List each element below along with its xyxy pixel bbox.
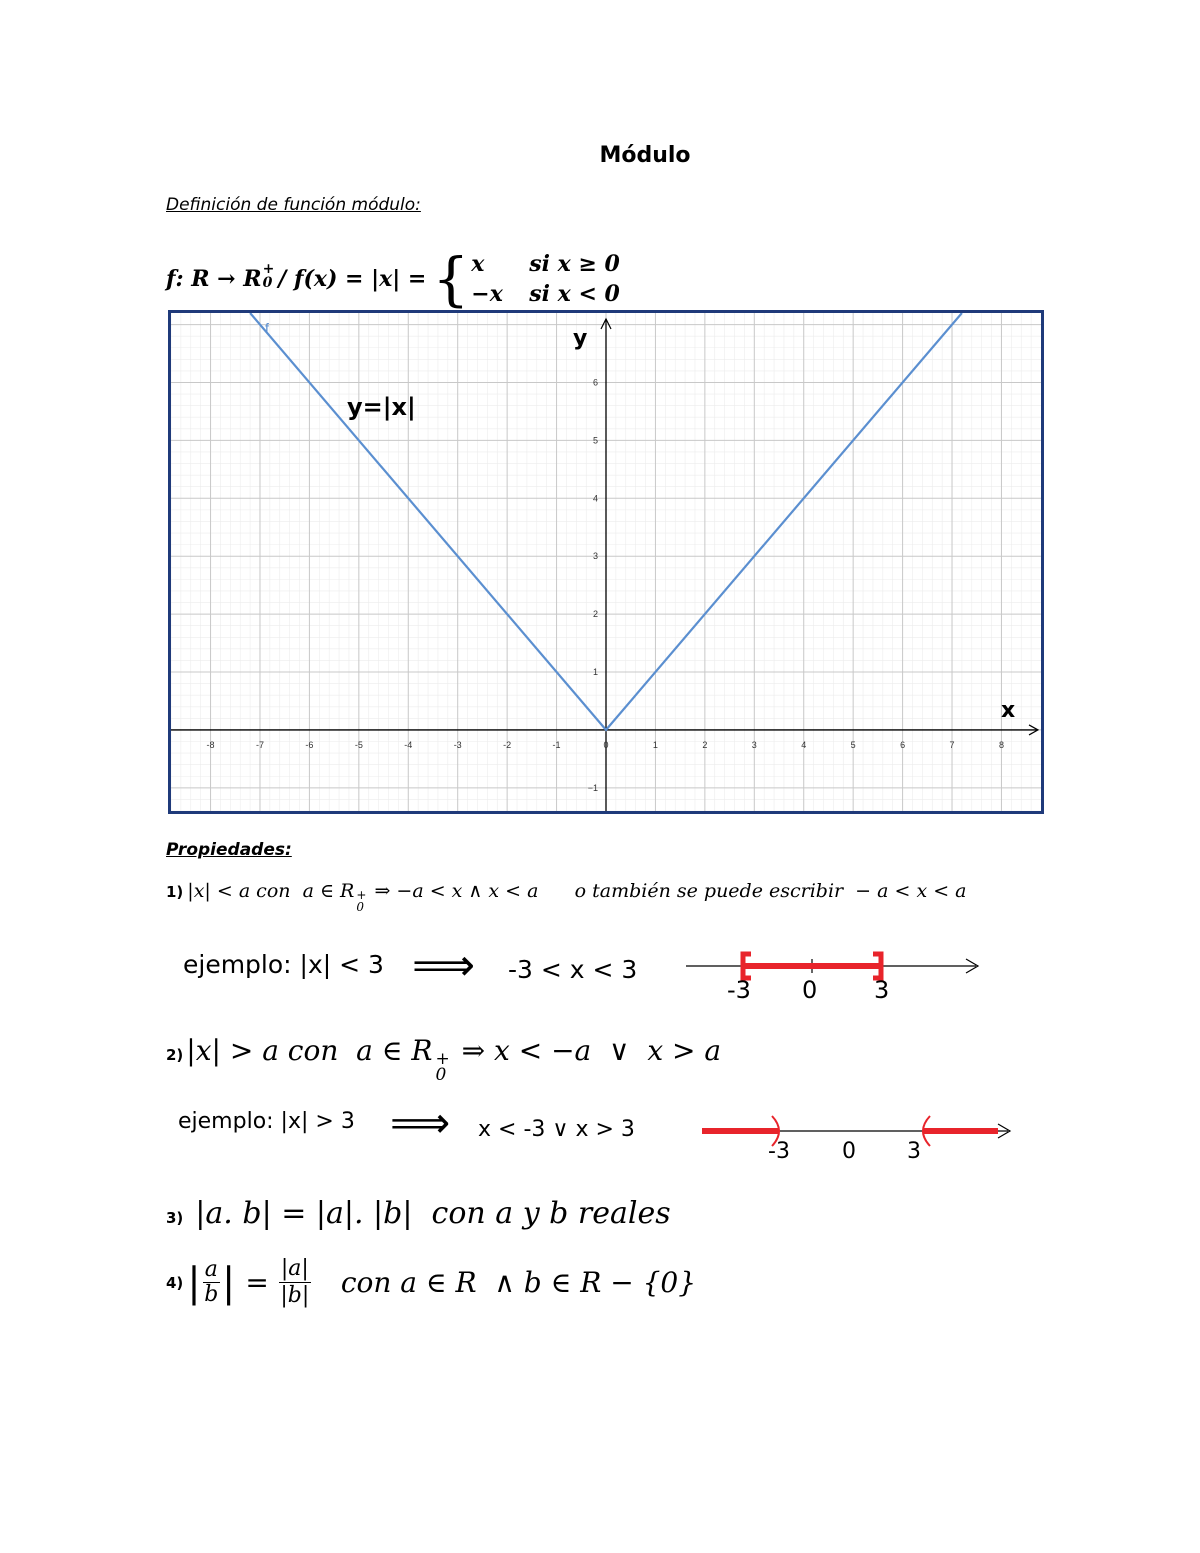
property-4-rhs-den: |b| [280,1283,310,1308]
definition-formula [166,245,620,313]
property-1-number: 1) [166,883,184,901]
property-1-sub: 0 [356,900,364,914]
property-2-text2: ⇒ x < −a ∨ x > a [452,1034,722,1067]
property-3 [166,1196,671,1231]
case2-cond: si x < 0 [529,281,620,307]
property-4-frac-num: a [204,1257,218,1282]
x-tick-label: 7 [949,739,955,750]
x-tick-label: 1 [652,739,658,750]
y-axis-label: y [573,326,588,351]
property-3-number: 3) [166,1209,184,1227]
y-tick-label: 4 [592,493,598,504]
example-2-arrow: ⟹ [390,1098,451,1147]
example-1-result: -3 < x < 3 [508,955,638,984]
y-tick-label: 3 [592,551,598,562]
x-tick-label: -2 [503,739,512,750]
x-axis-label: x [1001,698,1016,723]
y-tick-label: 5 [592,435,598,446]
property-4-number: 4) [166,1273,184,1292]
graph-frame [168,310,1044,814]
property-1-sup: + [356,888,367,902]
y-tick-label: 2 [592,609,598,620]
function-label: f [265,320,269,336]
example-1-arrow: ⟹ [412,940,476,991]
number-line-1-label-neg: -3 [727,976,751,1004]
page-title: Módulo [599,143,691,168]
property-1-text: |x| < a con a ∈ R [187,880,355,902]
property-2 [166,1034,722,1085]
number-line-2-label-pos: 3 [907,1139,921,1164]
number-line-2-label-neg: -3 [768,1139,790,1164]
example-1-label: ejemplo: |x| < 3 [183,950,384,979]
definition-lhs: f: R → R [166,266,262,292]
property-4-text: con a ∈ R ∧ b ∈ R − {0} [340,1266,697,1299]
x-tick-label: -8 [206,739,215,750]
piecewise-brace: { [432,245,470,313]
x-tick-label: 3 [751,739,757,750]
abs-value-graph [171,313,1041,811]
number-line-2-label-zero: 0 [842,1139,856,1164]
property-1 [166,880,967,914]
x-tick-label: -1 [552,739,561,750]
number-line-2 [698,1110,1020,1150]
case2-expr: −x [471,281,503,307]
example-2-result: x < -3 ∨ x > 3 [478,1117,635,1142]
x-tick-label: -7 [255,739,264,750]
property-2-number: 2) [166,1046,184,1064]
x-tick-label: -4 [404,739,413,750]
property-2-sup: + [435,1049,450,1069]
y-tick-label: 6 [592,377,598,388]
property-2-sub: 0 [435,1065,447,1085]
x-tick-label: 0 [603,739,609,750]
x-tick-label: 8 [998,739,1004,750]
y-tick-label: 1 [592,667,598,678]
definition-rhs: / f(x) = |x| = [278,266,427,292]
x-tick-label: -6 [305,739,314,750]
number-line-1-label-zero: 0 [802,976,818,1004]
x-tick-label: -5 [354,739,363,750]
definition-sup: + [262,261,275,277]
property-3-text: |a. b| = |a|. |b| con a y b reales [195,1196,671,1231]
property-2-text: |x| > a con a ∈ R [186,1034,433,1067]
x-tick-label: 4 [801,739,807,750]
property-4: 4) | $\frac{a}{b}$ | = $\frac{|a|}{|b|}$ con a ∈ R ∧ b ∈ R − {0} [166,1256,697,1308]
property-4-frac-den: b [204,1282,219,1307]
property-1-text2: ⇒ −a < x ∧ x < a o también se puede escribir − a < x < a [368,880,967,902]
properties-heading: Propiedades: [166,840,292,860]
definition-sub: 0 [262,275,273,291]
property-4-rhs-num: |a| [280,1256,309,1281]
y-tick-label: −1 [587,782,598,793]
x-tick-label: 2 [702,739,708,750]
curve-annotation: y=|x| [347,393,416,421]
number-line-1-label-pos: 3 [874,976,890,1004]
x-tick-label: 5 [850,739,856,750]
case1-expr: x [471,251,485,277]
case1-cond: si x ≥ 0 [529,251,620,277]
x-tick-label: 6 [900,739,906,750]
x-tick-label: -3 [453,739,462,750]
example-2-label: ejemplo: |x| > 3 [178,1109,355,1134]
definition-heading: Definición de función módulo: [166,195,421,215]
